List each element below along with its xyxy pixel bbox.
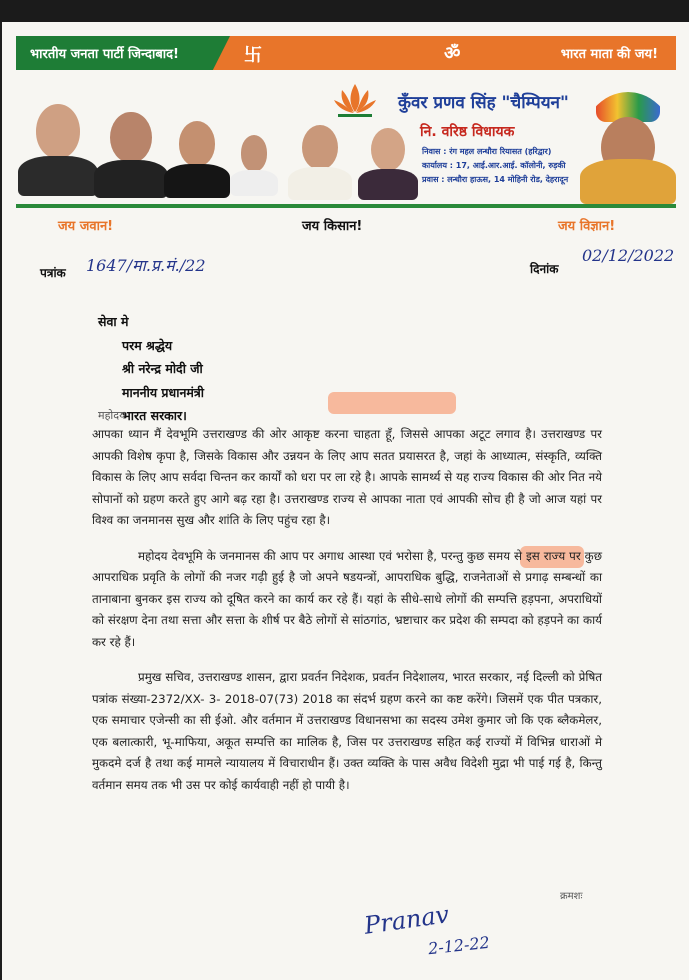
addressee-line: श्री नरेन्द्र मोदी जी xyxy=(122,361,203,376)
leader-photo-2 xyxy=(94,104,168,198)
banner-right-slogan: भारत माता की जय! xyxy=(560,47,658,62)
leader-photo-6 xyxy=(358,122,418,200)
salutation: महोदय xyxy=(98,409,126,422)
leader-photo-3 xyxy=(164,114,230,198)
window-top-bar xyxy=(0,0,689,22)
addressee-line: परम श्रद्धेय xyxy=(122,337,173,353)
leader-photo-5 xyxy=(288,118,352,200)
date-value: 02/12/2022 xyxy=(582,246,675,265)
addressee-line: माननीय प्रधानमंत्री xyxy=(122,384,205,400)
address-camp: प्रवास : लन्धौरा हाऊस, 14 मोहिनी रोड, देहरादून xyxy=(422,175,569,184)
signature-date: 2-12-22 xyxy=(427,932,491,959)
date-label: दिनांक xyxy=(530,262,559,276)
letter-page xyxy=(2,22,689,980)
swastik-icon: 卐 xyxy=(244,45,262,66)
divider-line xyxy=(16,204,676,208)
ref-number: 1647/मा.प्र.मं./22 xyxy=(86,256,206,275)
leader-photo-1 xyxy=(18,96,98,196)
address-residence: निवास : रंग महल लन्धौरा रियासत (हरिद्वार) xyxy=(422,147,552,156)
paragraph-3: प्रमुख सचिव, उत्तराखण्ड शासन, द्वारा प्रवर्तन निदेशक, प्रवर्तन निदेशालय, भारत सरकार, नई दिल्ली को प्रेषित पत्रांक संख्या-2372/XX- 3- 2018-07(73) 2018 का संदर्भ ग्रहण करने का कष्ट करेंगे। जिसमें एक पीत पत्रकार, एक समाचार एजेन्सी का सी ईओ. और वर्तमान में उत्तराखण्ड विधानसभा का सदस्य उमेश कुमार जो कि एक ब्लैकमेलर, एक बलात्कारी, भू-माफिया, अकूत सम्पत्ति का मालिक है, जिस पर उत्तराखण्ड सहित कई राज्यों में विभिन्न धाराओं मे मुकदमे दर्ज है तथा कई मामले न्यायालय में विचाराधीन हैं। उक्त व्यक्ति के पास अवैध विदेशी मुद्रा भी पाई गई है, किन्तु वर्तमान समय तक भी उस पर कोई कार्यवाही नहीं हो पायी है। xyxy=(92,670,602,792)
paragraph-2: महोदय देवभूमि के जनमानस की आप पर अगाध आस्था एवं भरोसा है, परन्तु कुछ समय से इस राज्य पर कुछ आपराधिक प्रवृति के लोगों की नजर गढ़ी हुई है जो अपने षडयन्त्रों, आपराधिक बुद्धि, राजनेताओं से प्रगाढ़ सम्बन्धों का तानाबाना बुनकर इस राज्य को दूषित करने का कार्य कर रहे हैं। यहां के सीधे-साधे लोगों की सम्पत्ति हड़पना, अपराधियों को संरक्षण देना तथा सत्ता और सत्ता के शीर्ष पर बैठे लोगों से सांठगांठ, भ्रष्टाचार कर प्रदेश की सम्पदा को हड़पने का कार्य कर रहे हैं। xyxy=(92,548,602,649)
leader-photo-4 xyxy=(230,130,278,196)
continued-mark: क्रमशः xyxy=(560,891,583,902)
mla-title: नि. वरिष्ठ विधायक xyxy=(420,124,515,140)
mla-photo xyxy=(580,92,676,204)
mla-name: कुँवर प्रणव सिंह "चैम्पियन" xyxy=(398,93,569,113)
om-icon: ॐ xyxy=(444,43,461,64)
addressee-line: सेवा मे xyxy=(98,314,129,329)
address-office: कार्यालय : 17, आई.आर.आई. कॉलोनी, रुड़की xyxy=(422,161,566,170)
letter-body xyxy=(92,410,602,810)
slogan-jawan: जय जवान! xyxy=(58,219,114,234)
banner-left-slogan: भारतीय जनता पार्टी जिन्दाबाद! xyxy=(30,47,179,62)
slogan-vigyan: जय विज्ञान! xyxy=(558,219,616,234)
slogan-kisan: जय किसान! xyxy=(302,219,363,234)
ref-label: पत्रांक xyxy=(40,266,66,280)
lotus-icon xyxy=(332,80,378,120)
signature: Pranav xyxy=(362,900,451,940)
paragraph-1: आपका ध्यान मैं देवभूमि उत्तराखण्ड की ओर आकृष्ट करना चाहता हूँ, जिससे आपका अटूट लगाव है। उत्तराखण्ड पर आपकी विशेष कृपा है, जिसके विकास और उन्नयन के लिए आप सतत प्रयासरत है, जहां के आध्यात्म, संस्कृति, व्यक्ति विकास के लिए आप सर्वदा चिन्तन कर कार्यों को धरा पर ला रहे है। आपके सामर्थ्य से यह राज्य विकास की ओर नित नये सोपानों को ग्रहण करते हुए आगे बढ़ रहा है। उत्तराखण्ड राज्य से आपका नाता एवं आपकी सोच ही है जो आज यहां पर विश्व का जनमानस सुख और शांति के लिए पहुंच रहा है। xyxy=(92,427,602,527)
party-banner xyxy=(16,36,676,70)
addressee-line: भारत सरकार। xyxy=(122,408,187,423)
